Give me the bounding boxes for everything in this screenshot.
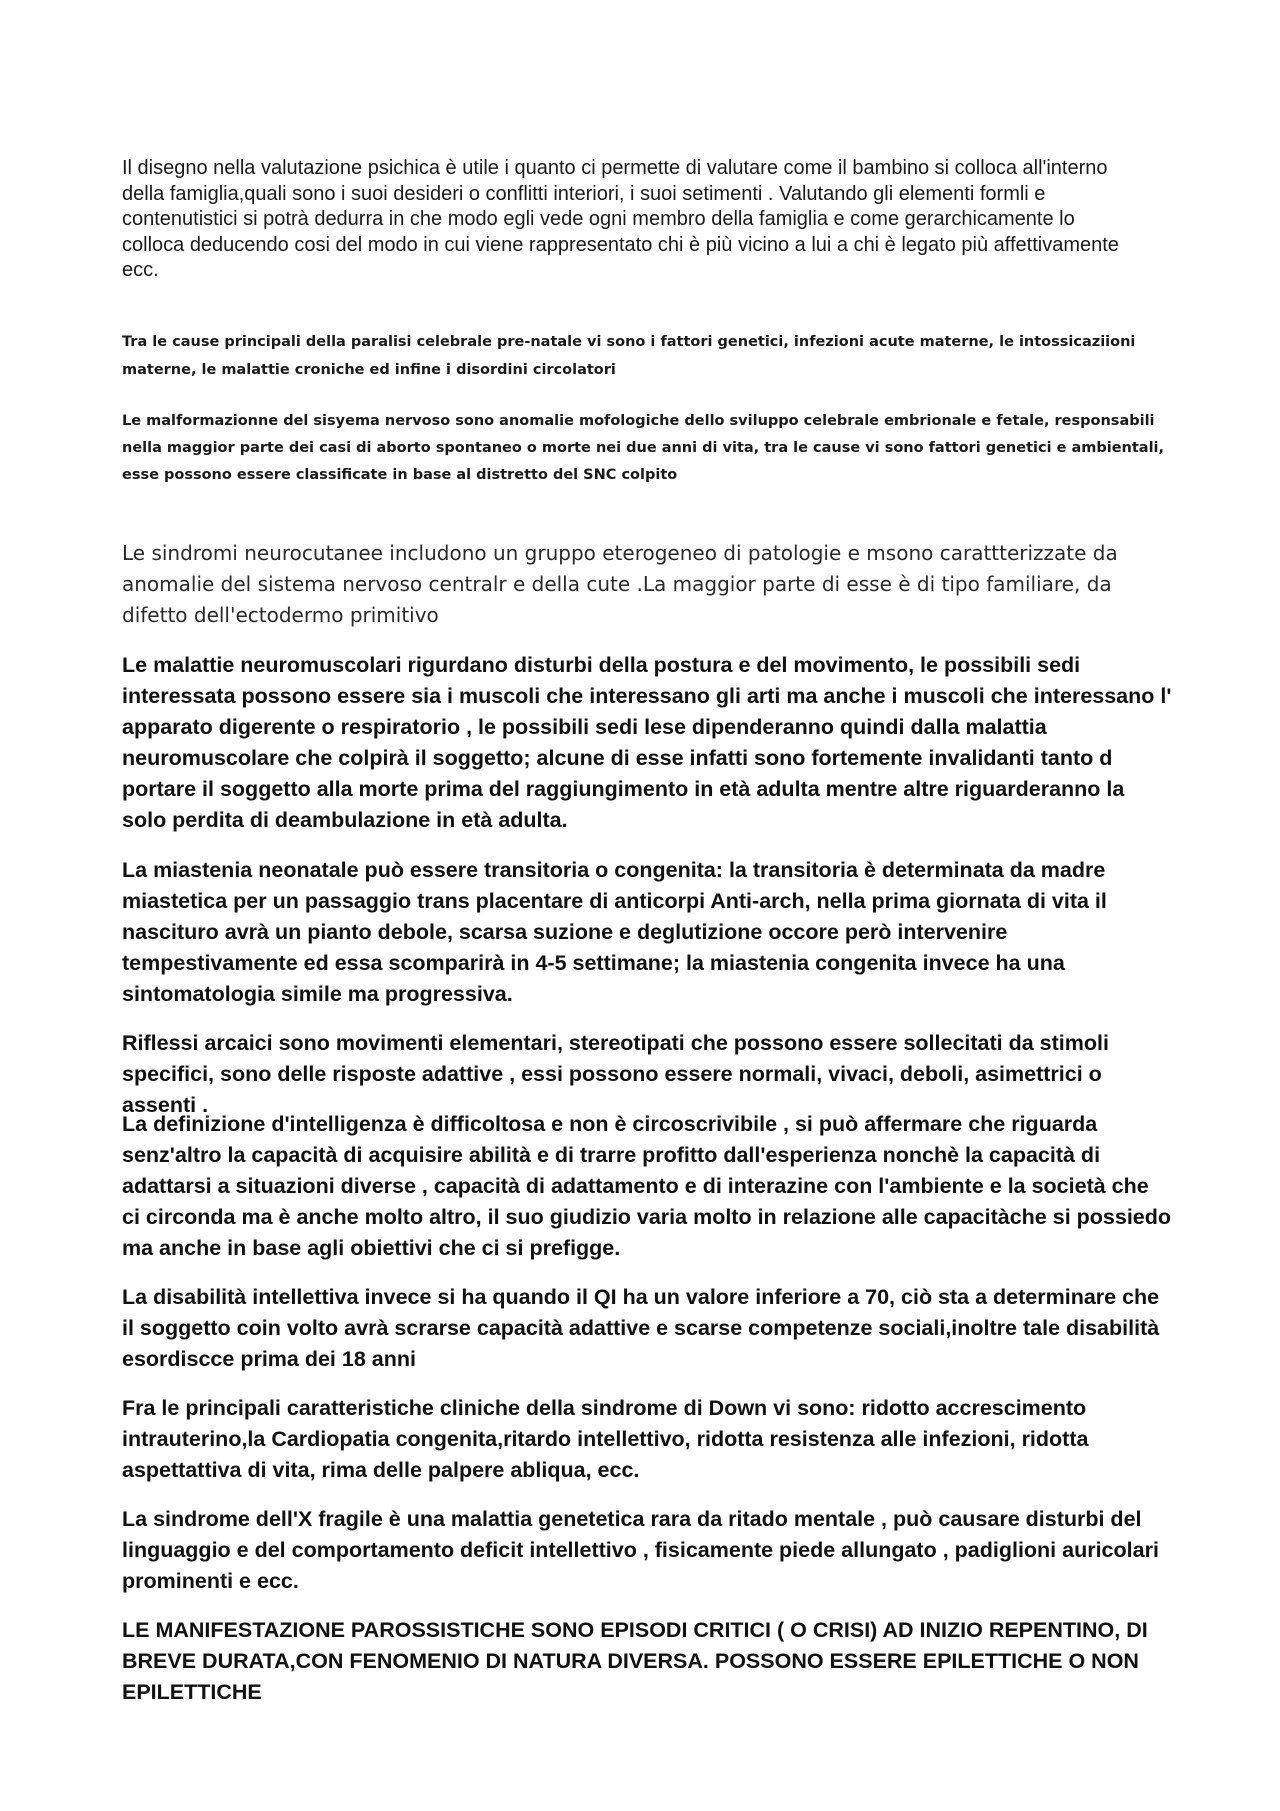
- paragraph-fragile-x: La sindrome dell'X fragile è una malattia genetetica rara da ritado mentale , può causare disturbi del linguaggio e del comportamento deficit intellettivo , fisicamente piede allungato , padiglioni auricolari prominenti e ecc.: [122, 1507, 1159, 1593]
- paragraph-nervous-system-malformations: Le malformazionne del sisyema nervoso sono anomalie mofologiche dello sviluppo celebrale embrionale e fetale, responsabili nella maggior parte dei casi di aborto spontaneo o morte nei due anni di vita, tra le cause vi sono fattori genetici e ambientali, esse possono essere classificate in base al distretto del SNC colpito: [122, 413, 1165, 483]
- paragraph-intelligence-definition: La definizione d'intelligenza è difficoltosa e non è circoscrivibile , si può affermare che riguarda senz'altro la capacità di acquisire abilità e di trarre profitto dall'esperienza nonchè la capacità di adattarsi a situazioni diverse , capacità di adattamento e di interazine con l'ambiente e la società che ci circonda ma è anche molto altro, il suo giudizio varia molto in relazione alle capacitàche si possiedo ma anche in base agli obiettivi che ci si prefigge.: [122, 1112, 1172, 1260]
- paragraph-cerebral-palsy-causes: Tra le cause principali della paralisi celebrale pre-natale vi sono i fattori genetici, infezioni acute materne, le intossicaziioni materne, le malattie croniche ed infine i disordini circolatori: [122, 334, 1136, 378]
- paragraph-neonatal-myasthenia: La miastenia neonatale può essere transitoria o congenita: la transitoria è determinata da madre miastetica per un passaggio trans placentare di anticorpi Anti-arch, nella prima giornata di vita il nascituro avrà un pianto debole, scarsa suzione e deglutizione occore però intervenire tempestivamente ed essa scomparirà in 4-5 settimane; la miastenia congenita invece ha una sintomatologia simile ma progressiva.: [122, 858, 1107, 1006]
- paragraph-archaic-reflexes: Riflessi arcaici sono movimenti elementari, stereotipati che possono essere sollecitati da stimoli specifici, sono delle risposte adattive , essi possono essere normali, vivaci, deboli, asimettrici o assenti .: [122, 1031, 1109, 1117]
- paragraph-intellectual-disability: La disabilità intellettiva invece si ha quando il QI ha un valore inferiore a 70, ciò sta a determinare che il soggetto coin volto avrà scrarse capacità adattive e scarse competenze sociali,inoltre tale disabilità esordiscce prima dei 18 anni: [122, 1285, 1160, 1371]
- paragraph-down-syndrome: Fra le principali caratteristiche cliniche della sindrome di Down vi sono: ridotto accrescimento intrauterino,la Cardiopatia congenita,ritardo intellettivo, ridotta resistenza alle infezioni, ridotta aspettattiva di vita, rima delle palpere abliqua, ecc.: [122, 1396, 1089, 1482]
- paragraph-paroxysmal-manifestations: LE MANIFESTAZIONE PAROSSISTICHE SONO EPISODI CRITICI ( O CRISI) AD INIZIO REPENTINO, DI BREVE DURATA,CON FENOMENIO DI NATURA DIVERSA. POSSONO ESSERE EPILETTICHE O NON EPILETTICHE: [122, 1618, 1148, 1704]
- paragraph-neurocutaneous-syndromes: Le sindromi neurocutanee includono un gruppo eterogeneo di patologie e msono carattterizzate da anomalie del sistema nervoso centralr e della cute .La maggior parte di esse è di tipo familiare, da difetto dell'ectodermo primitivo: [122, 541, 1118, 627]
- paragraph-drawing-evaluation: Il disegno nella valutazione psichica è utile i quanto ci permette di valutare come il bambino si colloca all'interno della famiglia,quali sono i suoi desideri o conflitti interiori, i suoi setimenti . Valutando gli elementi formli e contenutistici si potrà dedurra in che modo egli vede ogni membro della famiglia e come gerarchicamente lo colloca deducendo cosi del modo in cui viene rappresentato chi è più vicino a lui a chi è legato più affettivamente ecc.: [122, 157, 1119, 281]
- paragraph-neuromuscular-diseases: Le malattie neuromuscolari rigurdano disturbi della postura e del movimento, le possibili sedi interessata possono essere sia i muscoli che interessano gli arti ma anche i muscoli che interessano l' apparato digerente o respiratorio , le possibili sedi lese dipenderanno quindi dalla malattia neuromuscolare che colpirà il soggetto; alcune di esse infatti sono fortemente invalidanti tanto d portare il soggetto alla morte prima del raggiungimento in età adulta mentre altre riguarderanno la solo perdita di deambulazione in età adulta.: [122, 653, 1172, 832]
